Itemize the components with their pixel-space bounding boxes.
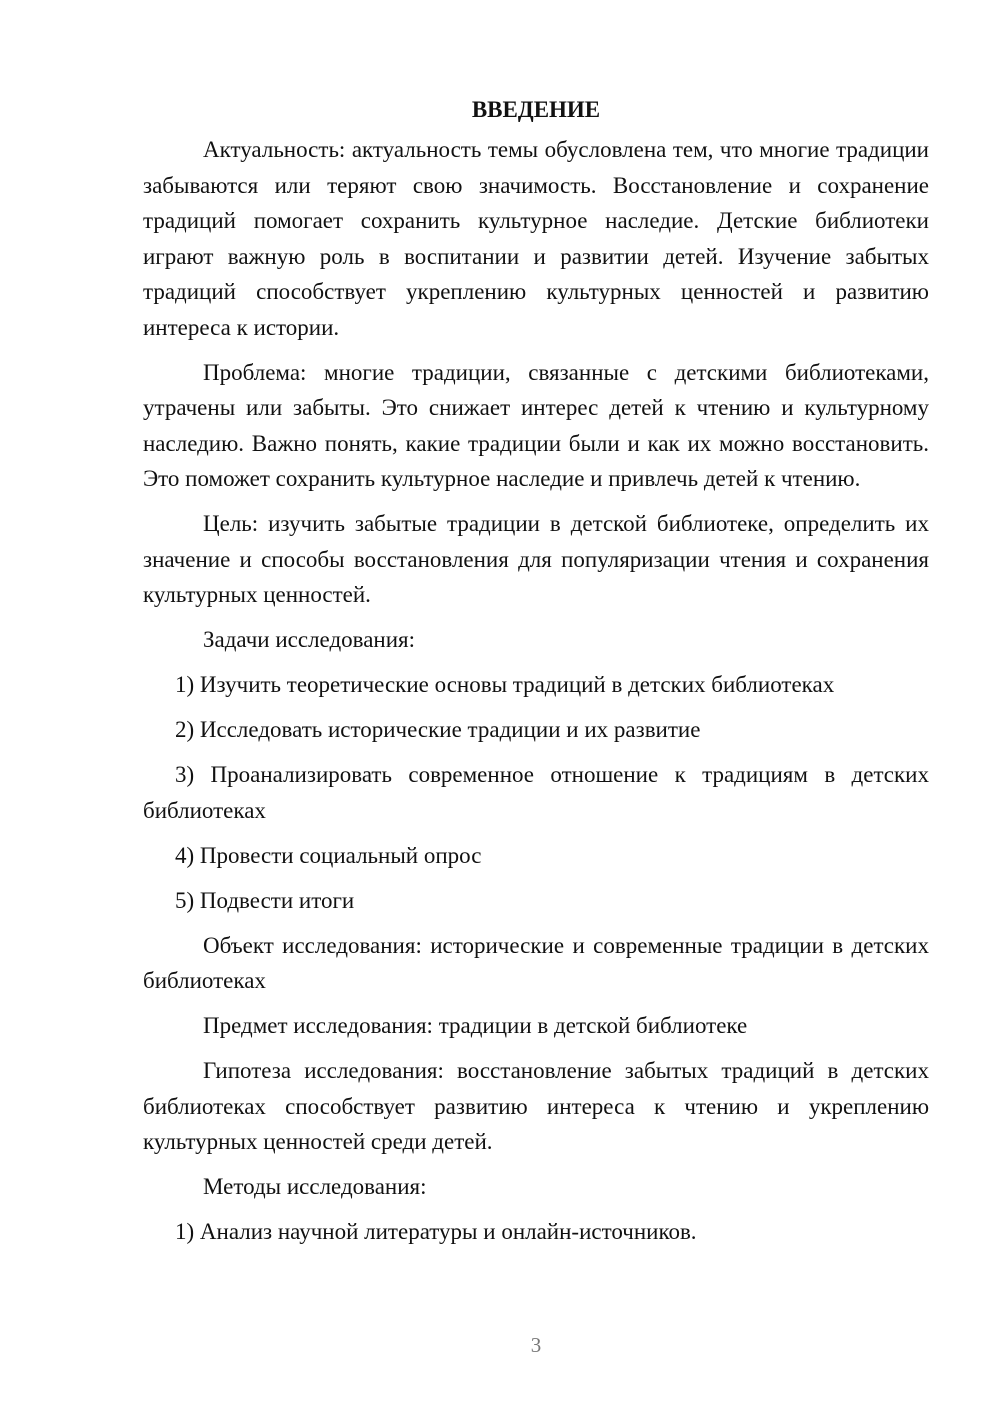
object-paragraph: Объект исследования: исторические и современные традиции в детских библиотеках [143,932,929,993]
page-number: 3 [530,1333,542,1357]
task-item-1: 1) Изучить теоретические основы традиций в детских библиотеках [175,672,835,697]
task-item-2: 2) Исследовать исторические традиции и их развитие [175,717,701,742]
subject-paragraph: Предмет исследования: традиции в детской библиотеке [203,1013,748,1038]
task-item-4: 4) Провести социальный опрос [175,842,482,868]
task-item-3: 3) Проанализировать современное отношение к традициям в детских библиотеках [143,762,929,823]
hypothesis-paragraph: Гипотеза исследования: восстановление забытых традиций в детских библиотеках способствует развитию интереса к чтению и укреплению культурных ценностей среди детей. [143,1058,929,1154]
task-item-5: 5) Подвести итоги [175,887,355,913]
methods-heading: Методы исследования: [203,1174,427,1199]
relevance-paragraph: Актуальность: актуальность темы обусловлена тем, что многие традиции забываются или теряют свою значимость. Восстановление и сохранение традиций помогает сохранить культурное наследие. Детские библиотеки играют важную роль в воспитании и развитии детей. Изучение забытых традиций способствует укреплению культурных ценностей и развитию интереса к истории. [143,137,929,340]
section-title: ВВЕДЕНИЕ [471,97,601,122]
tasks-heading: Задачи исследования: [203,627,416,652]
method-item-1: 1) Анализ научной литературы и онлайн-источников. [175,1219,697,1244]
problem-paragraph: Проблема: многие традиции, связанные с детскими библиотеками, утрачены или забыты. Это снижает интерес детей к чтению и культурному наследию. Важно понять, какие традиции были и как их можно восстановить. Это поможет сохранить культурное наследие и привлечь детей к чтению. [143,359,929,491]
document-page [143,92,929,1259]
goal-paragraph: Цель: изучить забытые традиции в детской библиотеке, определить их значение и способы восстановления для популяризации чтения и сохранения культурных ценностей. [143,511,929,607]
